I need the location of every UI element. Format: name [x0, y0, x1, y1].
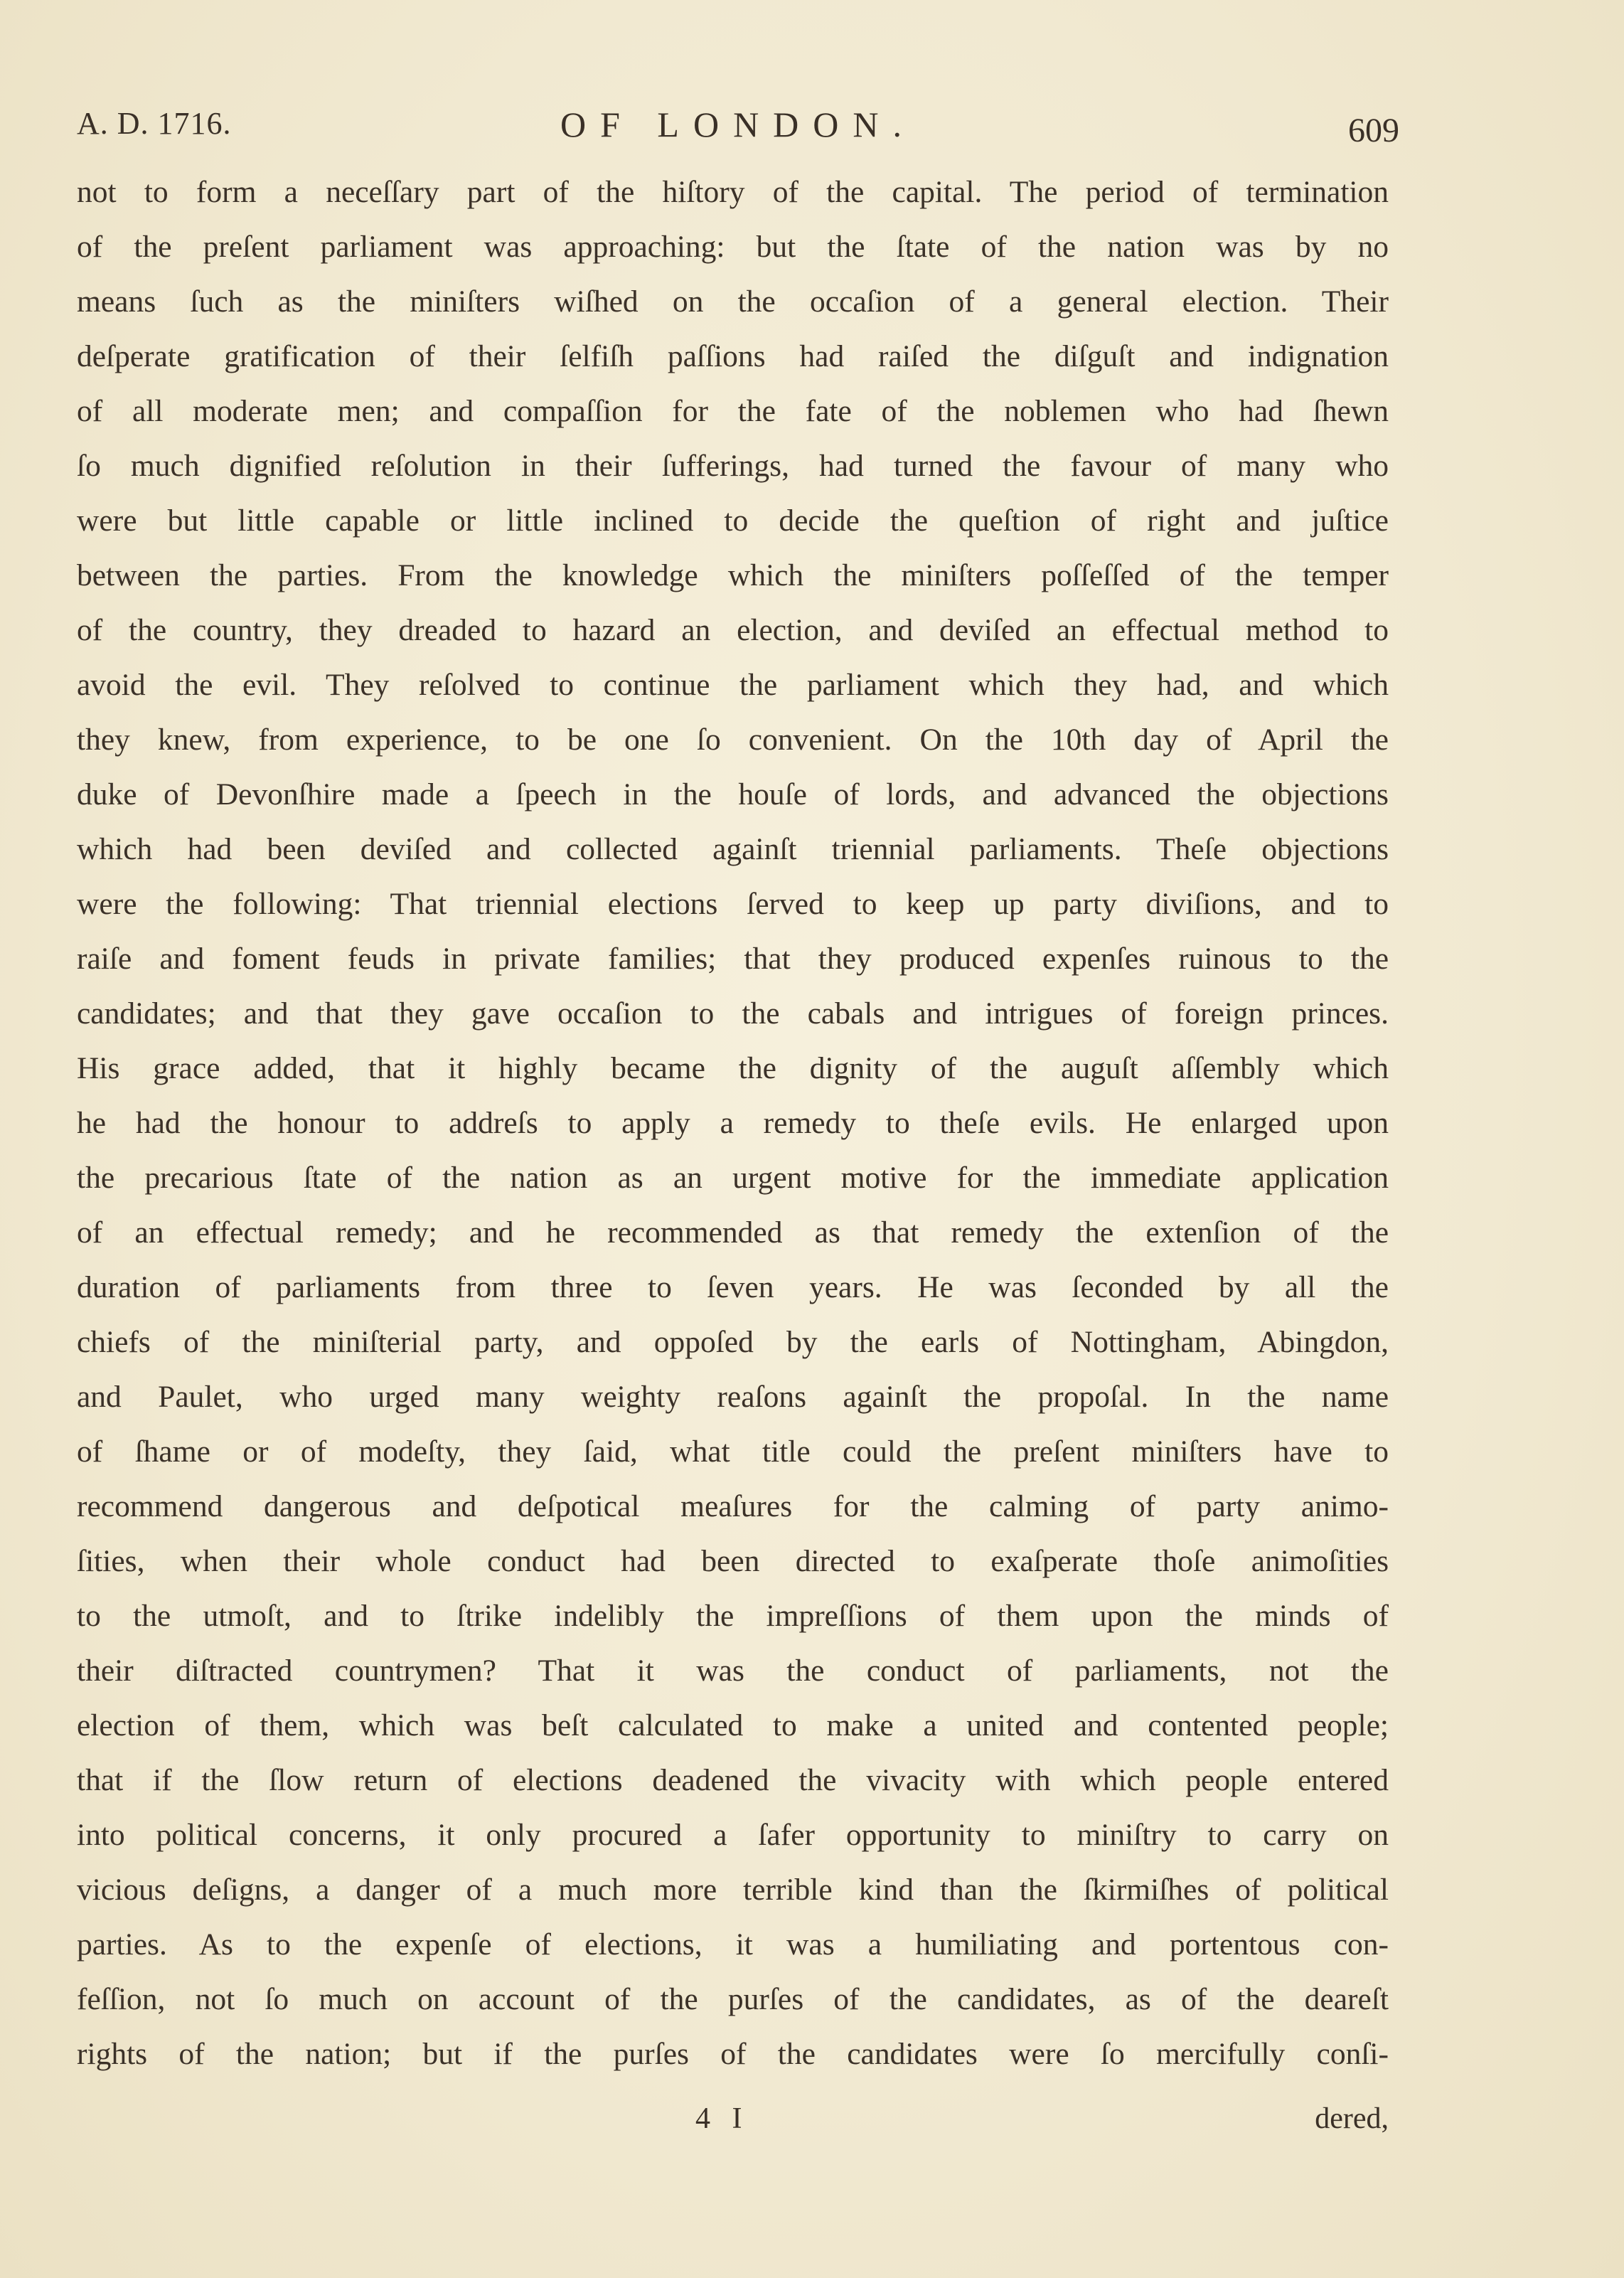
- text-line: ſo much dignified reſolution in their ſufferings, had turned the favour of many who: [77, 449, 1389, 483]
- text-line: the precarious ſtate of the nation as an urgent motive for the immediate application: [77, 1161, 1389, 1195]
- text-line: of ſhame or of modeſty, they ſaid, what title could the preſent miniſters have to: [77, 1435, 1389, 1469]
- text-line: between the parties. From the knowledge which the miniſters poſſeſſed of the temper: [77, 558, 1389, 592]
- text-line: were the following: That triennial elections ſerved to keep up party diviſions, and to: [77, 887, 1389, 921]
- text-line: that if the ſlow return of elections deadened the vivacity with which people entered: [77, 1763, 1389, 1797]
- text-line: of all moderate men; and compaſſion for the fate of the noblemen who had ſhewn: [77, 394, 1389, 428]
- text-line: which had been deviſed and collected againſt triennial parliaments. Theſe objections: [77, 832, 1389, 866]
- body-text: [77, 165, 1389, 2082]
- text-line: deſperate gratification of their ſelfiſh paſſions had raiſed the diſguſt and indignation: [77, 339, 1389, 373]
- text-line: feſſion, not ſo much on account of the purſes of the candidates, as of the deareſt: [77, 1982, 1389, 2016]
- text-line: were but little capable or little inclined to decide the queſtion of right and juſtice: [77, 504, 1389, 538]
- text-line: their diſtracted countrymen? That it was the conduct of parliaments, not the: [77, 1654, 1389, 1688]
- text-line: rights of the nation; but if the purſes of the candidates were ſo mercifully conſi-: [77, 2037, 1389, 2071]
- text-line: and Paulet, who urged many weighty reaſons againſt the propoſal. In the name: [77, 1380, 1389, 1414]
- text-line: of the country, they dreaded to hazard an election, and deviſed an effectual method to: [77, 613, 1389, 647]
- text-line: they knew, from experience, to be one ſo convenient. On the 10th day of April the: [77, 723, 1389, 757]
- text-line: to the utmoſt, and to ſtrike indelibly the impreſſions of them upon the minds of: [77, 1599, 1389, 1633]
- text-line: not to form a neceſſary part of the hiſtory of the capital. The period of termination: [77, 175, 1389, 209]
- text-line: into political concerns, it only procured a ſafer opportunity to miniſtry to carry on: [77, 1818, 1389, 1852]
- header-date: A. D. 1716.: [77, 106, 232, 141]
- text-line: ſities, when their whole conduct had been directed to exaſperate thoſe animoſities: [77, 1544, 1389, 1578]
- text-line: parties. As to the expenſe of elections, it was a humiliating and portentous con-: [77, 1927, 1389, 1962]
- text-line: duke of Devonſhire made a ſpeech in the houſe of lords, and advanced the objections: [77, 777, 1389, 811]
- text-line: of an effectual remedy; and he recommended as that remedy the extenſion of the: [77, 1215, 1389, 1250]
- text-line: of the preſent parliament was approaching: but the ſtate of the nation was by no: [77, 230, 1389, 264]
- text-line: recommend dangerous and deſpotical meaſures for the calming of party animo-: [77, 1489, 1389, 1523]
- header-title: OF LONDON.: [560, 105, 916, 144]
- text-line: avoid the evil. They reſolved to continue the parliament which they had, and which: [77, 668, 1389, 702]
- text-line: he had the honour to addreſs to apply a remedy to theſe evils. He enlarged upon: [77, 1106, 1389, 1140]
- text-line: candidates; and that they gave occaſion to the cabals and intrigues of foreign princes.: [77, 996, 1389, 1031]
- text-line: His grace added, that it highly became the dignity of the auguſt aſſembly which: [77, 1051, 1389, 1085]
- text-line: raiſe and foment feuds in private families; that they produced expenſes ruinous to the: [77, 942, 1389, 976]
- catchword: dered,: [1315, 2102, 1389, 2135]
- text-line: means ſuch as the miniſters wiſhed on the occaſion of a general election. Their: [77, 284, 1389, 319]
- text-line: election of them, which was beſt calculated to make a united and contented people;: [77, 1708, 1389, 1742]
- page-number: 609: [1348, 112, 1399, 149]
- page-footer: [77, 2102, 1389, 2151]
- text-line: chiefs of the miniſterial party, and oppoſed by the earls of Nottingham, Abingdon,: [77, 1325, 1389, 1359]
- running-head: [77, 105, 1399, 155]
- signature-mark: 4 I: [695, 2102, 749, 2135]
- text-line: duration of parliaments from three to ſeven years. He was ſeconded by all the: [77, 1270, 1389, 1304]
- text-line: vicious deſigns, a danger of a much more terrible kind than the ſkirmiſhes of political: [77, 1873, 1389, 1907]
